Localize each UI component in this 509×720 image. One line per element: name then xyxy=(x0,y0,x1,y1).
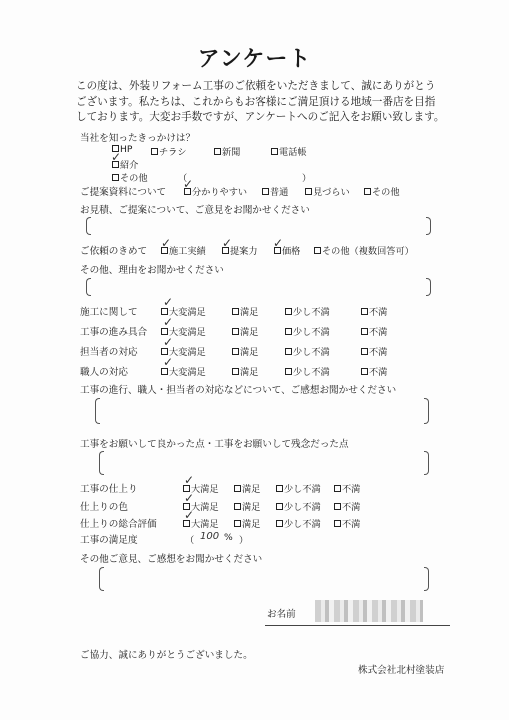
q5-label: その他、理由をお聞かせください xyxy=(80,265,224,276)
rating-label: 担当者の対応 xyxy=(80,347,138,358)
answer-bracket-right xyxy=(424,398,429,424)
q1-opt-other[interactable] xyxy=(112,170,148,184)
answer-bracket-right xyxy=(424,451,429,475)
q2-opt-normal[interactable] xyxy=(262,184,288,198)
answer-bracket-left xyxy=(86,217,91,235)
check-mark-icon: ✓ xyxy=(163,295,174,309)
option-label: 提案力 xyxy=(230,246,258,257)
option-label: 満足 xyxy=(242,519,261,530)
checkbox[interactable] xyxy=(361,348,368,355)
name-label: お名前 xyxy=(267,609,296,620)
check-mark-icon: ✓ xyxy=(184,491,195,505)
finish-opt-slightly[interactable] xyxy=(276,516,321,530)
option-label: 少し不満 xyxy=(293,347,330,358)
option-label: 満足 xyxy=(240,307,259,318)
satisfaction-open: （ xyxy=(185,535,195,546)
option-label: 大満足 xyxy=(191,502,219,513)
q6-label: 工事の進行、職人・担当者の対応などについて、ご感想お聞かせください xyxy=(80,385,397,396)
checkbox[interactable] xyxy=(364,188,371,195)
answer-bracket-left xyxy=(95,398,100,424)
check-mark-icon: ✓ xyxy=(161,236,172,250)
option-label: 大変満足 xyxy=(169,367,206,378)
checkbox[interactable] xyxy=(305,188,312,195)
checkbox[interactable] xyxy=(361,328,368,335)
q1-opt-flyer[interactable] xyxy=(151,144,187,158)
checkbox[interactable] xyxy=(334,503,341,510)
option-label: 施工実績 xyxy=(169,246,206,257)
option-label: 新聞 xyxy=(222,147,241,158)
checkbox[interactable] xyxy=(285,328,292,335)
option-label: 大満足 xyxy=(191,484,219,495)
finish-label: 工事の仕上り xyxy=(80,484,138,495)
option-label: 大満足 xyxy=(191,519,219,530)
rating-opt-slightly[interactable] xyxy=(285,304,330,318)
option-label: 大変満足 xyxy=(169,347,206,358)
option-label: 満足 xyxy=(240,347,259,358)
redacted-name xyxy=(315,600,423,622)
option-label: チラシ xyxy=(159,147,187,158)
check-mark-icon: ✓ xyxy=(184,473,195,487)
checkbox[interactable] xyxy=(232,308,239,315)
option-label: HP xyxy=(120,144,133,155)
check-mark-icon: ✓ xyxy=(111,150,122,164)
option-label: 不満 xyxy=(342,502,361,513)
rating-opt-slightly[interactable] xyxy=(285,324,330,338)
thanks-text: ご協力、誠にありがとうございました。 xyxy=(80,650,253,661)
rating-opt-satisfied[interactable] xyxy=(232,364,258,378)
checkbox[interactable] xyxy=(276,503,283,510)
checkbox[interactable] xyxy=(262,188,269,195)
option-label: 満足 xyxy=(240,367,259,378)
satisfaction-label: 工事の満足度 xyxy=(80,535,138,546)
option-label: 電話帳 xyxy=(279,147,307,158)
option-label: 少し不満 xyxy=(293,367,330,378)
finish-opt-satisfied[interactable] xyxy=(234,499,260,513)
option-label: その他 xyxy=(120,173,148,184)
finish-opt-satisfied[interactable] xyxy=(234,516,260,530)
checkbox[interactable] xyxy=(285,348,292,355)
option-label: 不満 xyxy=(342,519,361,530)
rating-label: 職人の対応 xyxy=(80,367,128,378)
option-label: 少し不満 xyxy=(293,307,330,318)
checkbox[interactable] xyxy=(161,348,168,355)
rating-opt-unsatisfied[interactable] xyxy=(361,344,387,358)
finish-opt-unsatisfied[interactable] xyxy=(334,499,360,513)
option-label: 満足 xyxy=(240,327,259,338)
q2-label: ご提案資料について xyxy=(80,187,167,198)
q2-opt-hard[interactable] xyxy=(305,184,350,198)
option-label: その他 xyxy=(372,187,400,198)
q2-opt-other[interactable] xyxy=(364,184,400,198)
option-label: 少し不満 xyxy=(284,484,321,495)
checkbox[interactable] xyxy=(232,348,239,355)
rating-opt-satisfied[interactable] xyxy=(232,344,258,358)
rating-opt-satisfied[interactable] xyxy=(232,304,258,318)
option-label: 少し不満 xyxy=(293,327,330,338)
rating-label: 施工に関して xyxy=(80,307,138,318)
q1-other-open: （ xyxy=(178,173,188,184)
answer-bracket-right xyxy=(426,217,431,235)
checkbox[interactable] xyxy=(151,148,158,155)
finish-opt-slightly[interactable] xyxy=(276,499,321,513)
check-mark-icon: ✓ xyxy=(163,335,174,349)
satisfaction-unit: % xyxy=(224,532,233,543)
finish-label: 仕上りの総合評価 xyxy=(80,519,157,530)
check-mark-icon: ✓ xyxy=(222,236,233,250)
finish-opt-slightly[interactable] xyxy=(276,481,321,495)
rating-opt-unsatisfied[interactable] xyxy=(361,304,387,318)
rating-opt-slightly[interactable] xyxy=(285,344,330,358)
checkbox[interactable] xyxy=(161,328,168,335)
checkbox[interactable] xyxy=(276,485,283,492)
option-label: その他（複数回答可） xyxy=(322,246,414,257)
q3-label: お見積、ご提案について、ご意見をお聞かせください xyxy=(80,205,310,216)
option-label: 少し不満 xyxy=(284,519,321,530)
checkbox[interactable] xyxy=(234,503,241,510)
checkbox[interactable] xyxy=(161,308,168,315)
name-underline xyxy=(265,625,450,626)
option-label: 大変満足 xyxy=(169,327,206,338)
rating-label: 工事の進み具合 xyxy=(80,327,148,338)
option-label: 大変満足 xyxy=(169,307,206,318)
option-label: 満足 xyxy=(242,484,261,495)
check-mark-icon: ✓ xyxy=(184,508,195,522)
q1-opt-newspaper[interactable] xyxy=(214,144,240,158)
checkbox[interactable] xyxy=(334,520,341,527)
option-label: 満足 xyxy=(242,502,261,513)
rating-opt-slightly[interactable] xyxy=(285,364,330,378)
finish-opt-satisfied[interactable] xyxy=(234,481,260,495)
checkbox[interactable] xyxy=(234,520,241,527)
checkbox[interactable] xyxy=(334,485,341,492)
answer-bracket-right xyxy=(424,567,429,591)
rating-opt-unsatisfied[interactable] xyxy=(361,364,387,378)
answer-bracket-left xyxy=(99,451,104,475)
answer-bracket-left xyxy=(86,278,91,296)
q1-label: 当社を知ったきっかけは？ xyxy=(80,133,196,144)
q7-label: 工事をお願いして良かった点・工事をお願いして残念だった点 xyxy=(80,439,349,450)
checkbox[interactable] xyxy=(276,520,283,527)
checkbox[interactable] xyxy=(232,368,239,375)
option-label: 価格 xyxy=(282,246,301,257)
check-mark-icon: ✓ xyxy=(273,236,284,250)
intro-line-2: ございます。私たちは、これからもお客様にご満足頂ける地域一番店を目指 xyxy=(76,96,436,108)
q1-other-close: ） xyxy=(302,173,312,184)
checkbox[interactable] xyxy=(234,485,241,492)
checkbox[interactable] xyxy=(361,368,368,375)
option-label: 見づらい xyxy=(313,187,350,198)
satisfaction-value[interactable]: 100 xyxy=(200,531,220,542)
checkbox[interactable] xyxy=(232,328,239,335)
option-label: 不満 xyxy=(369,347,388,358)
check-mark-icon: ✓ xyxy=(163,315,174,329)
checkbox[interactable] xyxy=(214,148,221,155)
q2-opt-clear[interactable] xyxy=(184,184,247,198)
finish-label: 仕上りの色 xyxy=(80,502,128,513)
checkbox[interactable] xyxy=(112,174,119,181)
option-label: 不満 xyxy=(369,367,388,378)
checkbox[interactable] xyxy=(285,308,292,315)
option-label: 普通 xyxy=(270,187,289,198)
finish-opt-unsatisfied[interactable] xyxy=(334,516,360,530)
rating-opt-satisfied[interactable] xyxy=(232,324,258,338)
company-name: 株式会社北村塗装店 xyxy=(358,665,445,676)
checkbox[interactable] xyxy=(285,368,292,375)
option-label: 紹介 xyxy=(120,160,139,171)
q8-label: その他ご意見、ご感想をお聞かせください xyxy=(80,554,263,565)
q4-label: ご依頼のきめて xyxy=(80,246,148,257)
check-mark-icon: ✓ xyxy=(163,355,174,369)
intro-line-3: しております。大変お手数ですが、アンケートへのご記入をお願い致します。 xyxy=(76,111,445,123)
answer-bracket-right xyxy=(426,278,431,296)
finish-opt-unsatisfied[interactable] xyxy=(334,481,360,495)
q1-opt-phonebook[interactable] xyxy=(271,144,307,158)
option-label: 不満 xyxy=(369,307,388,318)
option-label: 不満 xyxy=(342,484,361,495)
option-label: 不満 xyxy=(369,327,388,338)
option-label: 少し不満 xyxy=(284,502,321,513)
checkbox[interactable] xyxy=(271,148,278,155)
option-label: 分かりやすい xyxy=(192,187,248,198)
rating-opt-unsatisfied[interactable] xyxy=(361,324,387,338)
q4-opt-other[interactable] xyxy=(314,243,414,257)
intro-line-1: この度は、外装リフォーム工事のご依頼をいただきまして、誠にありがとう xyxy=(76,80,436,92)
check-mark-icon: ✓ xyxy=(183,177,194,191)
answer-bracket-left xyxy=(99,567,104,591)
page-title: アンケート xyxy=(197,47,312,72)
checkbox[interactable] xyxy=(314,247,321,254)
checkbox[interactable] xyxy=(161,368,168,375)
checkbox[interactable] xyxy=(361,308,368,315)
satisfaction-close: ） xyxy=(239,535,249,546)
